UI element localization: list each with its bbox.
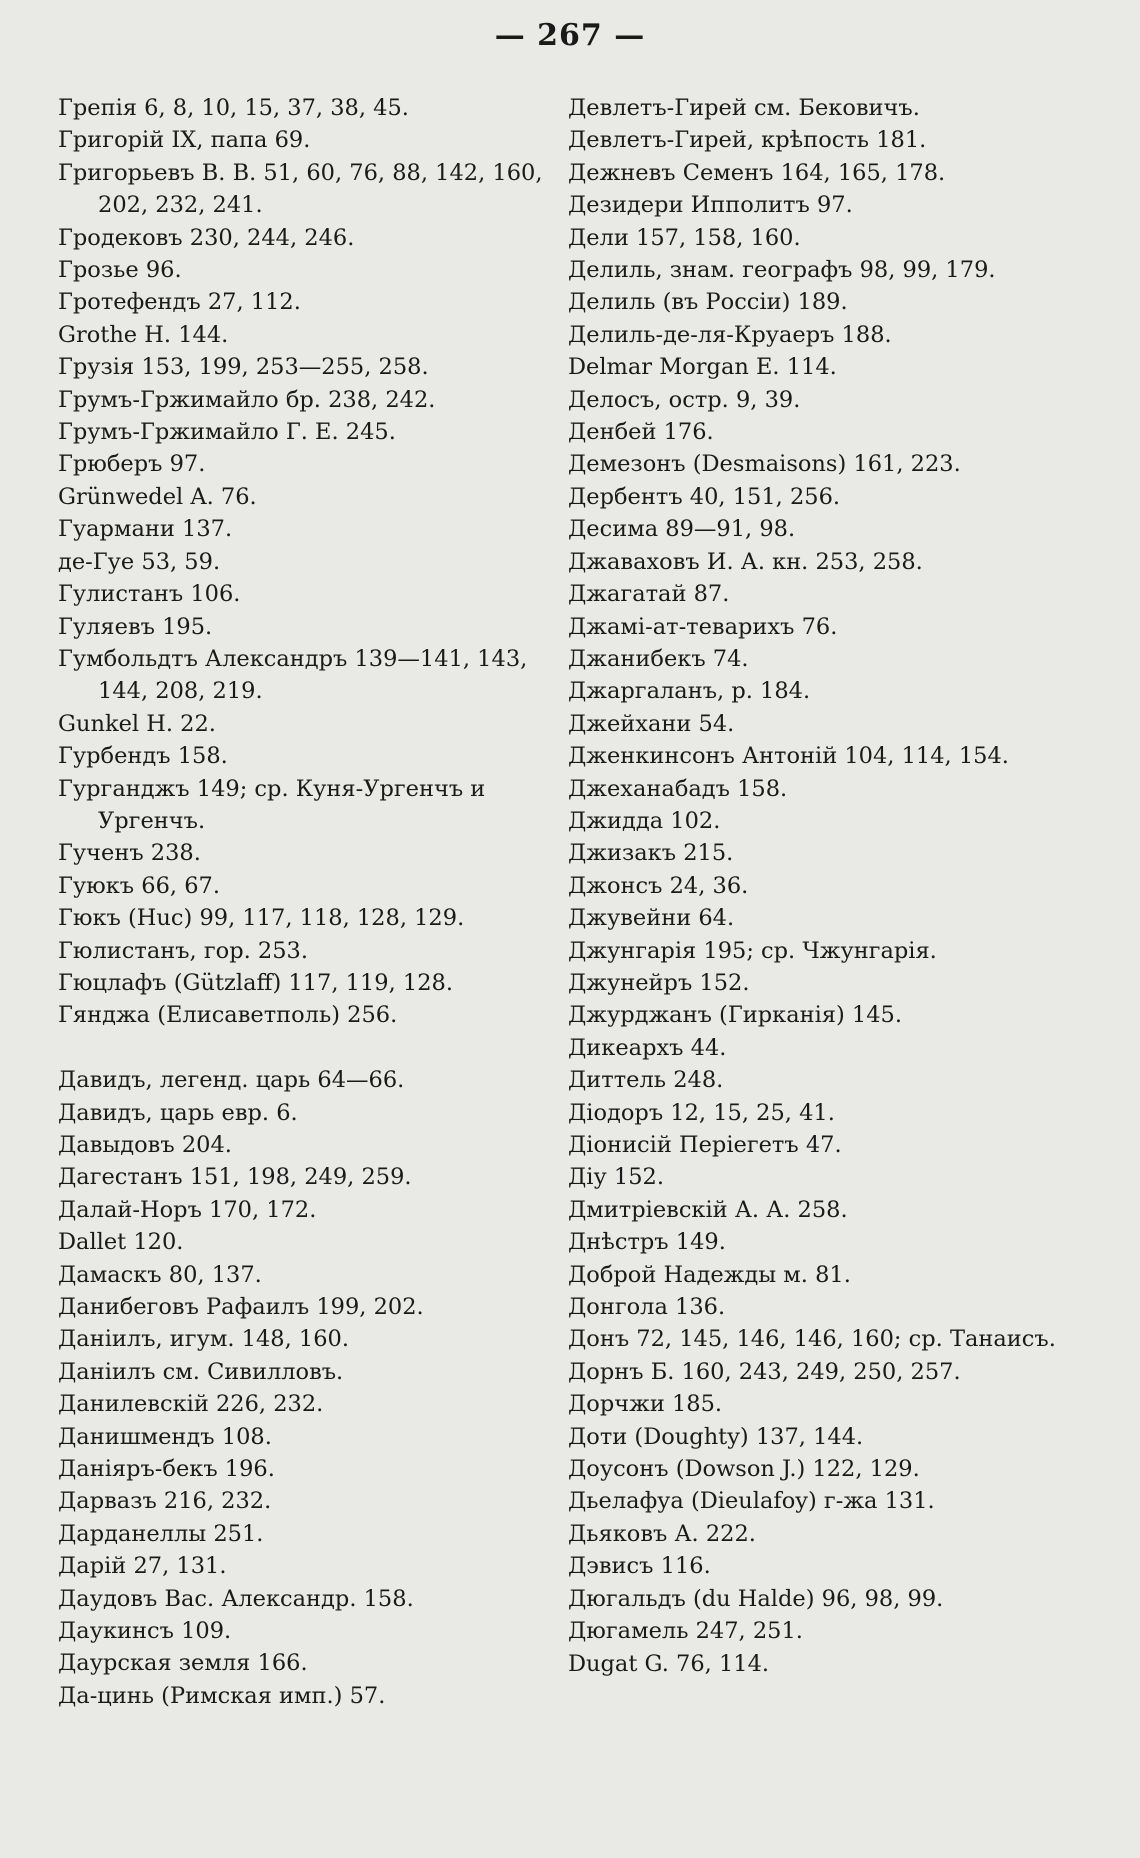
index-entry: Гротефендъ 27, 112. [58,289,301,316]
index-entry: Джеханабадъ 158. [568,775,788,802]
index-entry: Дженкинсонъ Антоній 104, 114, 154. [568,743,1009,770]
index-entry: Даніилъ см. Сивилловъ. [58,1358,344,1385]
index-entry: Джейхани 54. [568,710,735,737]
index-entry: Джунейръ 152. [568,969,750,996]
index-entry: Джунгарія 195; ср. Чжунгарія. [568,937,937,964]
section-gap [58,1032,548,1064]
index-entry: Гюкъ (Huc) 99, 117, 118, 128, 129. [58,905,465,932]
index-entry: Джонсъ 24, 36. [568,872,749,899]
index-entry: Дагестанъ 151, 198, 249, 259. [58,1164,412,1191]
index-entry: Девлетъ-Гирей см. Бековичъ. [568,95,920,121]
index-entry: Гулистанъ 106. [58,581,241,608]
index-entry: Данибеговъ Рафаилъ 199, 202. [58,1294,424,1321]
index-entry: Grothe H. 144. [58,321,229,348]
index-entry: Діодоръ 12, 15, 25, 41. [568,1099,835,1126]
index-column-right [568,92,1068,1680]
index-entry: Десима 89—91, 98. [568,516,796,543]
index-entry: Джагатай 87. [568,581,730,608]
index-entry: Гученъ 238. [58,840,201,867]
index-entry: Диттель 248. [568,1067,724,1094]
index-entry: Дарій 27, 131. [58,1553,227,1580]
index-entry: Дюгальдъ (du Halde) 96, 98, 99. [568,1585,944,1612]
index-entry: Давидъ, царь евр. 6. [58,1099,298,1126]
index-entry: Гуляевъ 195. [58,613,213,640]
index-entry: Гуармани 137. [58,516,233,543]
index-entry: Далай-Норъ 170, 172. [58,1196,317,1223]
index-entry: Діонисій Періегетъ 47. [568,1132,842,1158]
index-entry: Дели 157, 158, 160. [568,224,801,251]
index-entry: Gunkel H. 22. [58,710,216,737]
index-entry: Гуюкъ 66, 67. [58,872,220,899]
index-entry: Даурская земля 166. [58,1650,308,1677]
index-entry: Дмитріевскій А. А. 258. [568,1196,848,1223]
index-entry: Джизакъ 215. [568,840,734,867]
index-entry: Дорнъ Б. 160, 243, 249, 250, 257. [568,1358,961,1385]
index-entry: Доброй Надежды м. 81. [568,1261,851,1288]
index-entry: Даудовъ Вас. Александр. 158. [58,1585,414,1612]
index-column-left [58,92,548,1712]
index-entry: Гродековъ 230, 244, 246. [58,224,355,251]
index-entry: Dugat G. 76, 114. [568,1650,770,1677]
index-entry: Grünwedel A. 76. [58,483,257,510]
index-entry: Даукинсъ 109. [58,1618,232,1645]
index-entry: Джаргаланъ, р. 184. [568,678,811,705]
index-entry: Даніилъ, игум. 148, 160. [58,1326,349,1353]
index-entry: Гянджа (Елисаветполь) 256. [58,1002,398,1029]
index-entry: Денбей 176. [568,419,714,446]
index-entry: Dallet 120. [58,1229,184,1256]
index-entry: Гюцлафъ (Gützlaff) 117, 119, 128. [58,969,454,996]
index-entry: Григорьевъ В. В. 51, 60, 76, 88, 142, 160, 202, 232, 241. [58,159,543,219]
index-entry: Джувейни 64. [568,905,735,932]
index-entry: Да-цинь (Римская имп.) 57. [58,1682,386,1709]
index-entry: Дербентъ 40, 151, 256. [568,483,841,510]
index-entry: Грюберъ 97. [58,451,206,478]
index-entry: Грумъ-Гржимайло Г. Е. 245. [58,419,396,446]
index-entry: Джурджанъ (Гирканія) 145. [568,1002,903,1029]
index-entry: Грузія 153, 199, 253—255, 258. [58,354,429,381]
index-entry: Джамі-ат-теварихъ 76. [568,613,838,640]
index-entry: Доусонъ (Dowson J.) 122, 129. [568,1456,920,1483]
index-entry: Гурбендъ 158. [58,743,228,770]
index-entry: Delmar Morgan E. 114. [568,354,837,381]
index-entry: Джанибекъ 74. [568,645,749,672]
index-entry: Дэвисъ 116. [568,1553,711,1580]
index-entry: Гюлистанъ, гор. 253. [58,937,308,964]
index-entry: Дарвазъ 216, 232. [58,1488,272,1515]
index-entry: Доти (Doughty) 137, 144. [568,1423,864,1450]
index-entry: Діу 152. [568,1164,664,1191]
index-entry: Донъ 72, 145, 146, 146, 160; ср. Танаисъ. [568,1326,1056,1353]
index-entry: Делиль (въ Россіи) 189. [568,289,848,316]
index-entry: Данилевскій 226, 232. [58,1391,324,1418]
index-entry: Давыдовъ 204. [58,1131,232,1158]
index-entry: Гурганджъ 149; ср. Куня-Ургенчъ и Ургенчъ. [58,775,486,834]
index-entry: Днѣстръ 149. [568,1229,726,1256]
index-entry: Дикеархъ 44. [568,1034,727,1061]
index-entry: Джидда 102. [568,807,721,834]
index-entry: Делиль-де-ля-Круаеръ 188. [568,321,892,348]
index-entry: Делосъ, остр. 9, 39. [568,386,801,413]
index-entry: Гумбольдтъ Александръ 139—141, 143, 144, 208, 219. [58,645,528,705]
index-entry: Грозье 96. [58,257,182,284]
index-entry: Дамаскъ 80, 137. [58,1261,262,1288]
index-entry: Дьелафуа (Dieulafoy) г-жа 131. [568,1488,935,1515]
index-entry: Даніяръ-бекъ 196. [58,1456,275,1483]
index-entry: Донгола 136. [568,1294,726,1321]
index-entry: Дежневъ Семенъ 164, 165, 178. [568,159,946,186]
index-entry: Дьяковъ А. 222. [568,1520,756,1547]
index-entry: де-Гуе 53, 59. [58,548,221,575]
index-entry: Григорій IX, папа 69. [58,127,311,154]
index-entry: Грумъ-Гржимайло бр. 238, 242. [58,386,436,413]
index-entry: Демезонъ (Desmaisons) 161, 223. [568,451,961,478]
index-entry: Джаваховъ И. А. кн. 253, 258. [568,548,923,575]
index-entry: Дарданеллы 251. [58,1520,264,1547]
index-entry: Дюгамель 247, 251. [568,1618,803,1645]
index-entry: Дорчжи 185. [568,1391,723,1418]
index-entry: Грепія 6, 8, 10, 15, 37, 38, 45. [58,95,409,121]
index-entry: Дезидери Ипполитъ 97. [568,192,853,219]
index-entry: Девлетъ-Гирей, крѣпость 181. [568,127,927,154]
index-entry: Делиль, знам. географъ 98, 99, 179. [568,257,996,284]
index-entry: Данишмендъ 108. [58,1423,272,1450]
page-number: — 267 — [494,18,646,53]
index-entry: Давидъ, легенд. царь 64—66. [58,1067,405,1094]
